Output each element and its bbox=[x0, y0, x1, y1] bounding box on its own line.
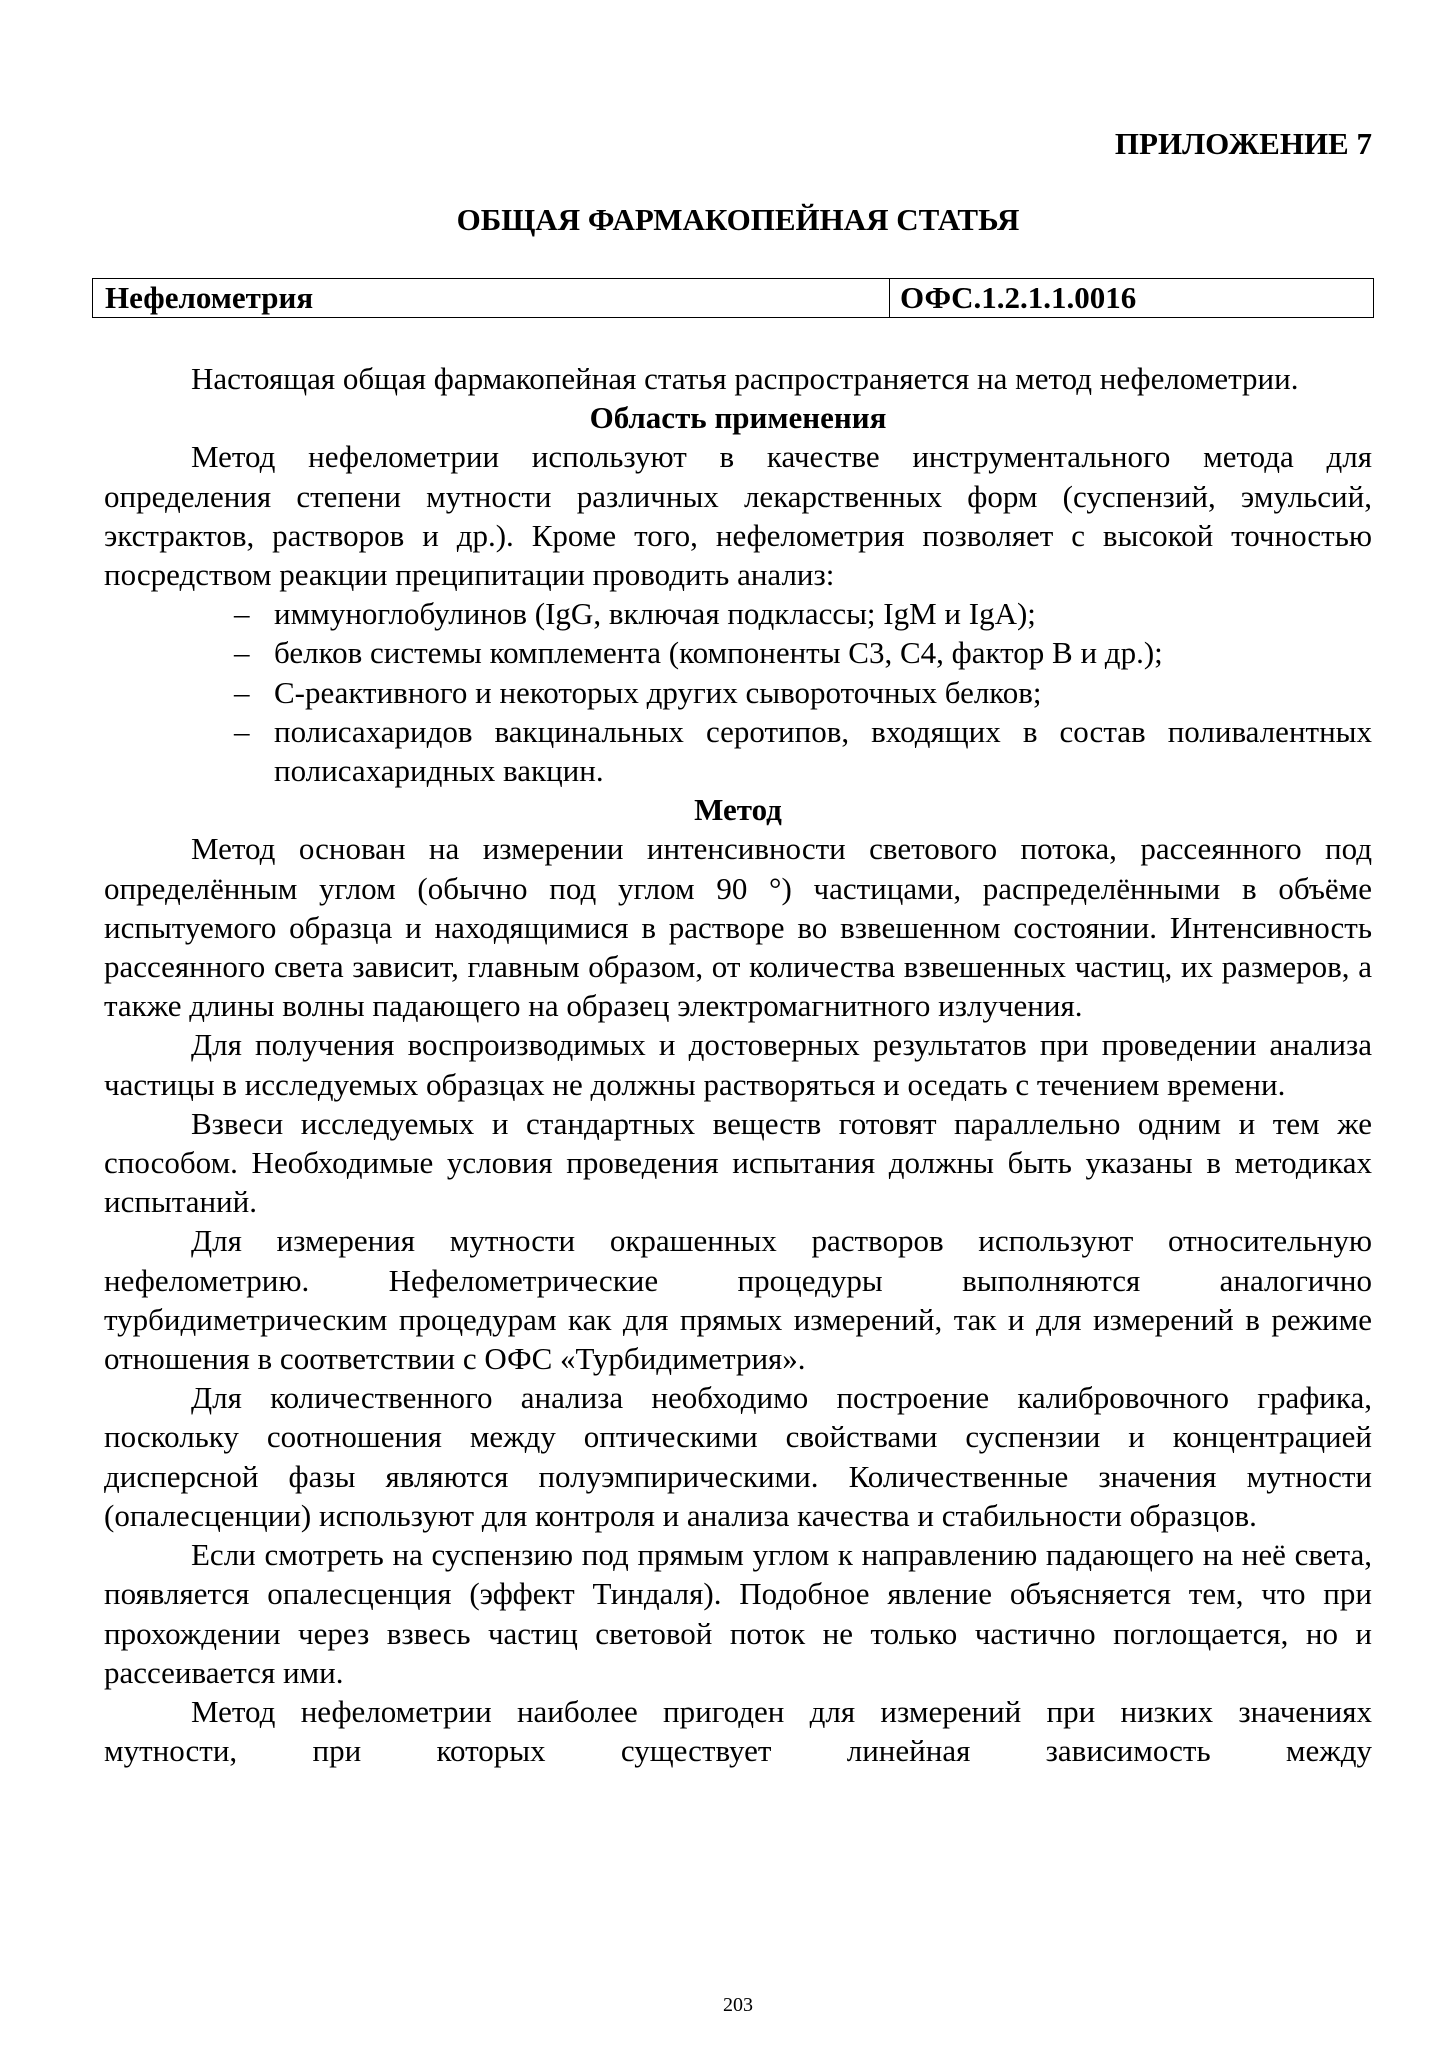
article-body bbox=[104, 359, 1372, 1770]
method-paragraph: Для получения воспроизводимых и достоверных результатов при проведении анализа частицы в исследуемых образцах не должны растворяться и оседать с течением времени. bbox=[104, 1027, 1372, 1102]
list-item-text: иммуноглобулинов (IgG, включая подклассы; IgM и IgA); bbox=[274, 596, 1036, 632]
article-code-cell: ОФС.1.2.1.1.0016 bbox=[900, 280, 1137, 315]
method-paragraph: Для измерения мутности окрашенных растворов используют относительную нефелометрию. Нефелометрические процедуры выполняются аналогично турбидиметрическим процедурам как для прямых измерений, так и для измерений в режиме отношения в соответствии с ОФС «Турбидиметрия». bbox=[104, 1223, 1372, 1377]
list-item-text: полисахаридов вакцинальных серотипов, входящих в состав поливалентных полисахаридных вакцин. bbox=[274, 713, 1372, 789]
section-heading-scope: Область применения bbox=[589, 400, 887, 436]
list-item bbox=[104, 673, 1372, 712]
method-paragraph: Взвеси исследуемых и стандартных веществ готовят параллельно одним и тем же способом. Необходимые условия проведения испытания должны быть указаны в методиках испытаний. bbox=[104, 1105, 1372, 1220]
list-item bbox=[104, 633, 1372, 672]
method-paragraph: Если смотреть на суспензию под прямым углом к направлению падающего на неё света, появляется опалесценция (эффект Тиндаля). Подобное явление объясняется тем, что при прохождении через взвесь частиц световой поток не только частично поглощается, но и рассеивается ими. bbox=[104, 1537, 1372, 1690]
method-paragraph-continued: Метод нефелометрии наиболее пригоден для измерений при низких значениях мутности, при которых существует линейная зависимость между bbox=[104, 1693, 1372, 1769]
list-dash: – bbox=[234, 674, 250, 710]
article-info-table bbox=[92, 278, 1374, 318]
analysis-list bbox=[104, 594, 1372, 790]
list-dash: – bbox=[234, 635, 250, 671]
section-heading-method: Метод bbox=[694, 792, 782, 828]
method-paragraph: Для количественного анализа необходимо построение калибровочного графика, поскольку соотношения между оптическими свойствами суспензии и концентрацией дисперсной фазы являются полуэмпирическими. Количественные значения мутности (опалесценции) используют для контроля и анализа качества и стабильности образцов. bbox=[104, 1380, 1372, 1533]
article-name-cell: Нефелометрия bbox=[93, 279, 890, 317]
list-item bbox=[104, 712, 1372, 790]
page-number: 203 bbox=[723, 1994, 753, 2016]
scope-paragraph: Метод нефелометрии используют в качестве инструментального метода для определения степени мутности различных лекарственных форм (суспензий, эмульсий, экстрактов, растворов и др.). Кроме того, нефелометрия позволяет с высокой точностью посредством реакции преципитации проводить анализ: bbox=[104, 439, 1372, 593]
document-title: ОБЩАЯ ФАРМАКОПЕЙНАЯ СТАТЬЯ bbox=[456, 202, 1020, 237]
list-item bbox=[104, 594, 1372, 633]
intro-paragraph: Настоящая общая фармакопейная статья распространяется на метод нефелометрии. bbox=[191, 361, 1299, 396]
list-item-text: белков системы комплемента (компоненты С3, С4, фактор В и др.); bbox=[274, 635, 1163, 671]
list-dash: – bbox=[234, 713, 250, 749]
appendix-label: ПРИЛОЖЕНИЕ 7 bbox=[1114, 126, 1372, 161]
list-dash: – bbox=[234, 596, 250, 632]
method-paragraph: Метод основан на измерении интенсивности светового потока, рассеянного под определённым углом (обычно под углом 90 °) частицами, распределёнными в объёме испытуемого образца и находящимися в растворе во взвешенном состоянии. Интенсивность рассеянного света зависит, главным образом, от количества взвешенных частиц, их размеров, а также длины волны падающего на образец электромагнитного излучения. bbox=[104, 831, 1372, 1024]
list-item-text: С-реактивного и некоторых других сывороточных белков; bbox=[274, 674, 1042, 710]
